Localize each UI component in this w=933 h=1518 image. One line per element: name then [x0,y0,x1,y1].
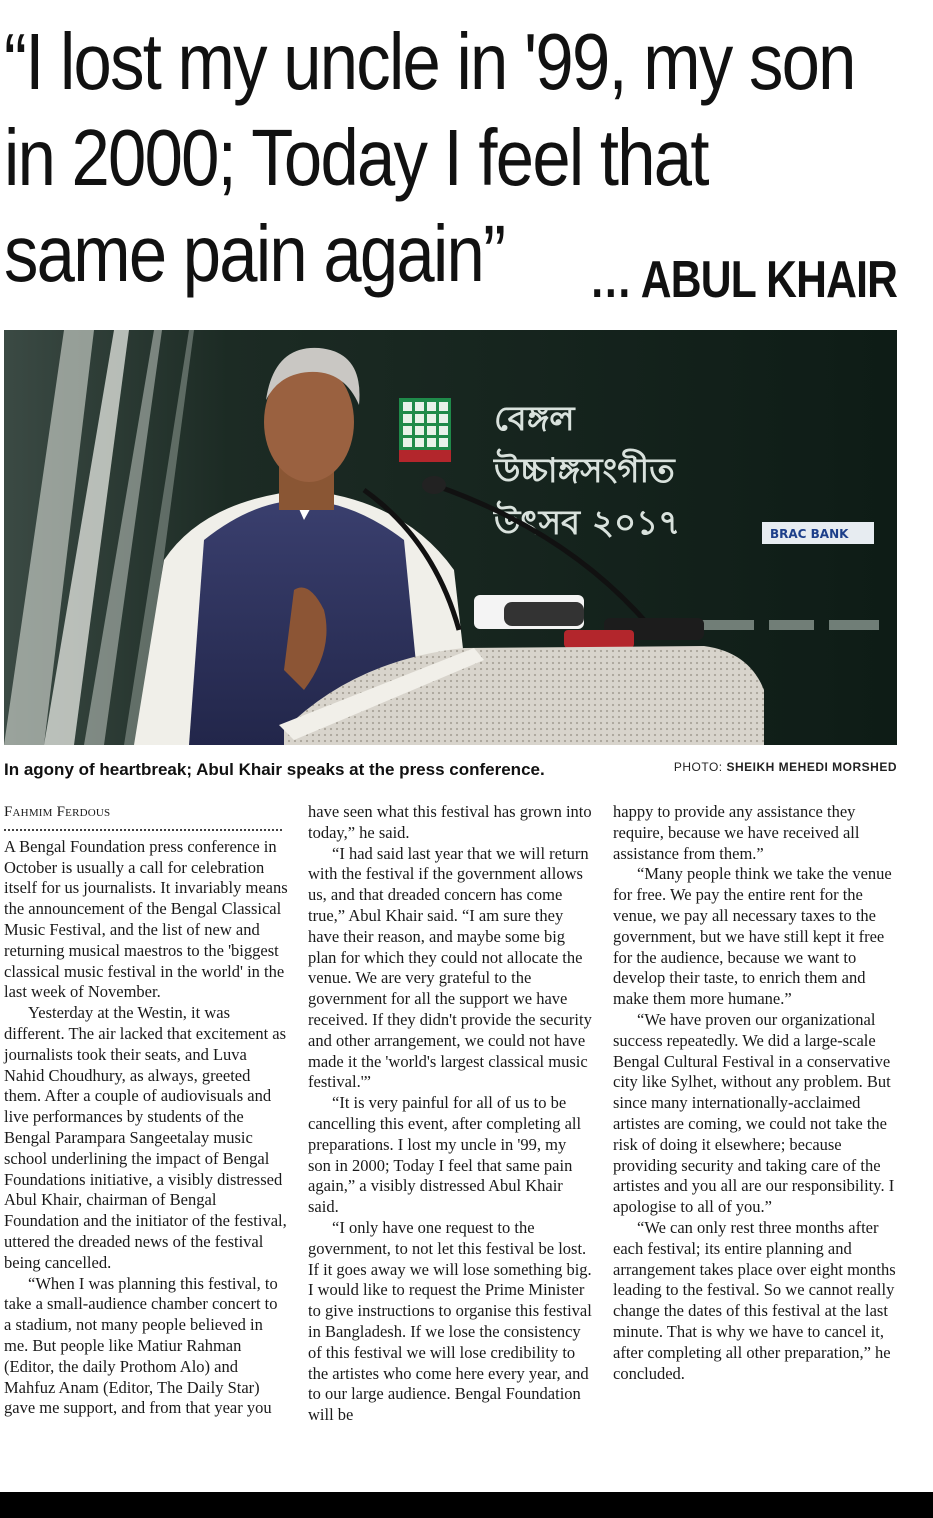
article-column-1 [4,802,288,1419]
photo-credit-label: PHOTO: [673,760,723,774]
headline-line-1: “I lost my uncle in '99, my son [4,17,855,106]
photo-illustration [4,330,897,745]
paragraph: have seen what this festival has grown into today,” he said. [308,802,592,842]
screen-text-line-1: বেঙ্গল [494,399,575,439]
byline: Fahmim Ferdous [4,802,282,831]
paragraph: “Many people think we take the venue for free. We pay the entire rent for the venue, we pay all necessary taxes to the government, but we have still kept it free for the audience, because we want to develop their taste, to enrich them and make them more humane.” [613,864,892,1009]
foundation-logo [399,398,451,462]
bottom-border [0,1492,933,1518]
paragraph: “I only have one request to the government, to not let this festival be lost. If it goes away we will lose something big. I would like to request the Prime Minister to give instructions to organise this festival in Bangladesh. If we lose the consistency of this festival we will lose credibility to the artistes who come here every year, and to our large audience. Bengal Foundation will be [308,1217,592,1425]
paragraph: “When I was planning this festival, to take a small-audience chamber concert to a stadium, not many people believed in me. But people like Matiur Rahman (Editor, the daily Prothom Alo) and Mahfuz Anam (Editor, The Daily Star) gave me support, and from that year you [4,1273,278,1418]
paragraph: Yesterday at the Westin, it was different. The air lacked that excitement as journalists took their seats, and Luva Nahid Choudhury, as always, greeted them. After a couple of audiovisuals and live performances by students of the Bengal Parampara Sangeetalay music school underlining the impact of Bengal Foundations initiative, a visibly distressed Abul Khair, chairman of Bengal Foundation and the initiator of the festival, uttered the dreaded news of the festival being cancelled. [4,1003,287,1272]
photo-caption: In agony of heartbreak; Abul Khair speaks at the press conference. [4,760,545,779]
headline-line-3: same pain again” [4,209,505,298]
paragraph: “We can only rest three months after each festival; its entire planning and arrangement takes place over eight months leading to the festival. So we cannot really change the dates of this festival at the last minute. That is why we have to cancel it, after completing all other preparation,” he concluded. [613,1217,896,1383]
paragraph: happy to provide any assistance they require, because we have received all assistance from them.” [613,802,860,863]
article-column-2 [308,802,592,1426]
paragraph: “I had said last year that we will return with the festival if the government allows us, and that dreaded concern has come true,” Abul Khair said. “I am sure they have their reason, and maybe some big plan for which they could not allocate the venue. We are very grateful to the government for all the support we have received. If they didn't provide the security and other arrangement, we could not have made it the 'world's largest classical music festival.'” [308,843,592,1092]
photo-credit [674,760,897,774]
headline-attribution: … ABUL KHAIR [589,251,897,309]
article-column-3 [613,802,897,1384]
headline-line-2: in 2000; Today I feel that [4,113,708,202]
screen-text-line-2: উচ্চাঙ্গসংগীত [494,451,675,491]
paragraph: “We have proven our organizational success repeatedly. We did a large-scale Bengal Cultural Festival in a conservative city like Sylhet, without any problem. But since many internationally-acclaimed artistes are coming, we could not take the risk of doing it elsewhere; because providing security and taking care of the artistes and you all are our responsibility. I apologise to all of you.” [613,1009,895,1217]
screen-text-line-3: উৎসব ২০১৭ [494,503,681,543]
paragraph: “It is very painful for all of us to be cancelling this event, after completing all preparations. I lost my uncle in '99, my son in 2000; Today I feel that same pain again,” a visibly distressed Abul Khair said. [308,1093,582,1217]
photo-credit-name: SHEIKH MEHEDI MORSHED [726,760,897,774]
sponsor-logo-text: BRAC BANK [770,527,849,541]
paragraph: A Bengal Foundation press conference in October is usually a call for celebration itself for us journalists. It invariably means the announcement of the Bengal Classical Music Festival, and the list of new and returning musical maestros to the 'biggest classical music festival in the world' in the last week of November. [4,836,288,1002]
press-conference-photo [4,330,897,745]
